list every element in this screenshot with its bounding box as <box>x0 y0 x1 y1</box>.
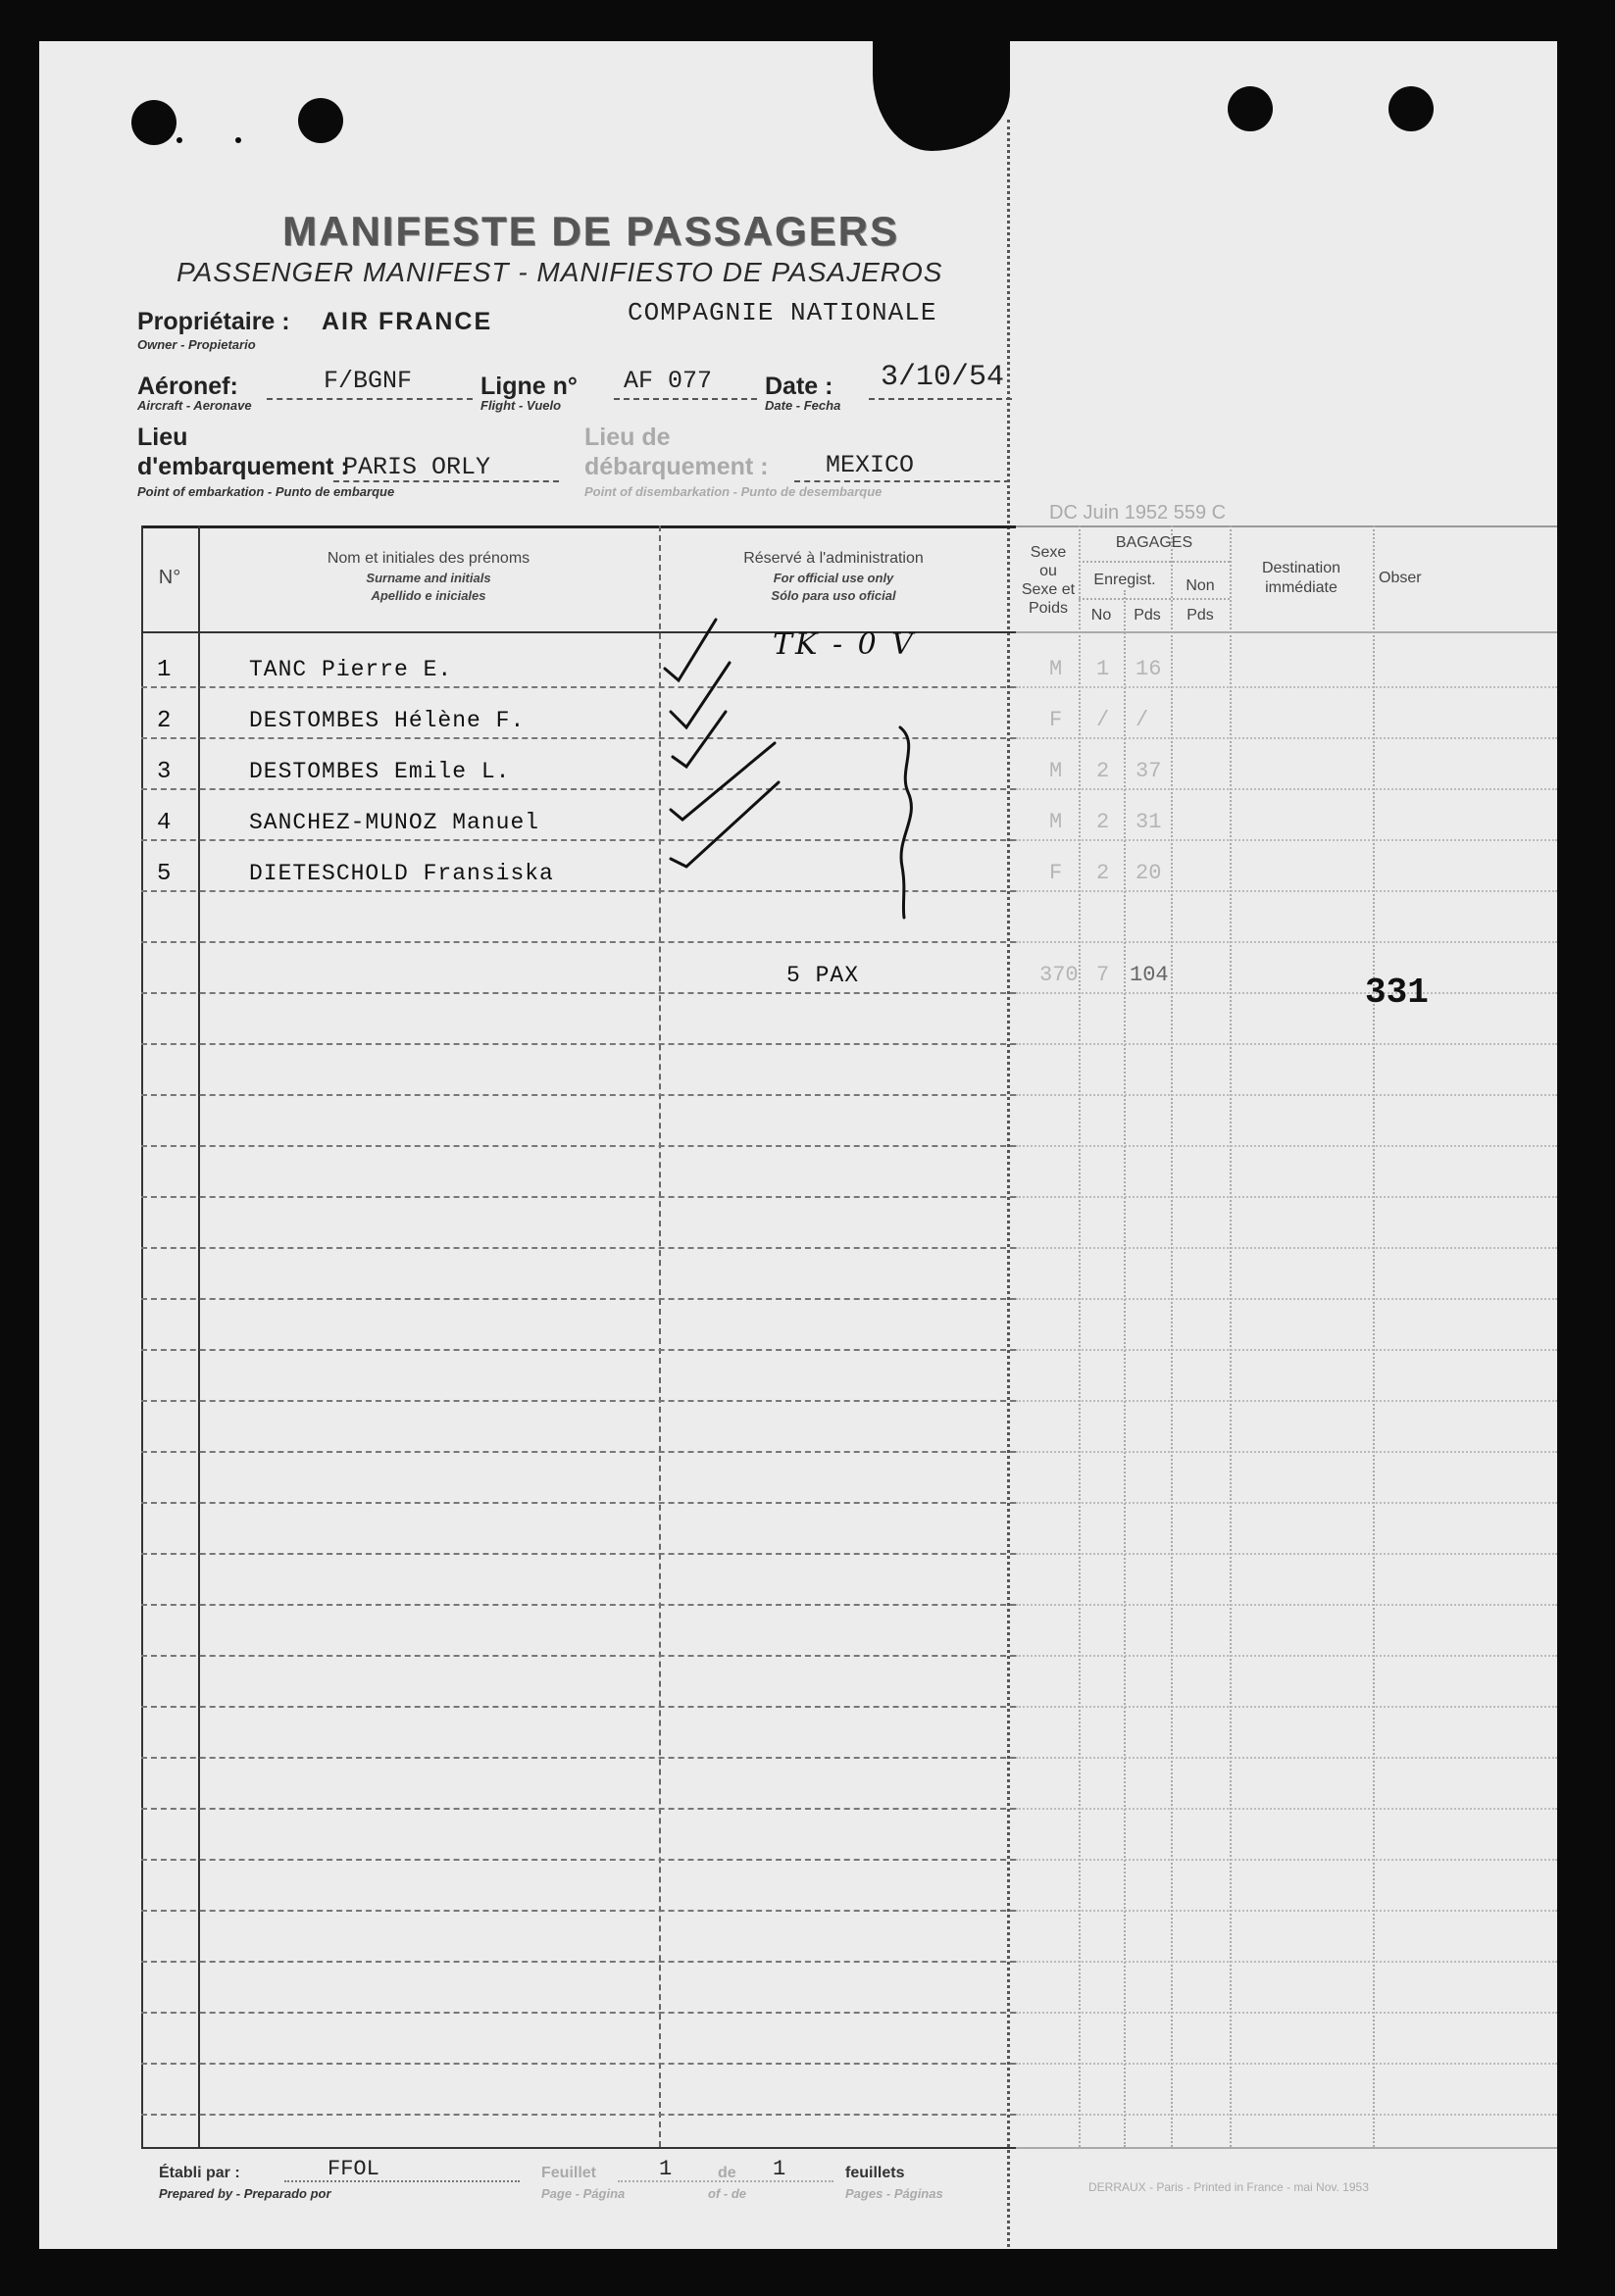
punch-hole <box>235 137 241 143</box>
ruled-line <box>1016 1349 1557 1351</box>
flight-sublabel: Flight - Vuelo <box>480 398 562 413</box>
col-divider <box>1124 590 1126 2147</box>
manifest-sheet <box>39 41 1557 2249</box>
ruled-line <box>141 1349 1016 1351</box>
embark-value: PARIS ORLY <box>343 453 491 481</box>
sheets-sublabel: Pages - Páginas <box>845 2186 943 2201</box>
ruled-line <box>141 1859 1016 1861</box>
passenger-name: DESTOMBES Hélène F. <box>249 708 526 733</box>
passenger-sex: M <box>1049 759 1063 783</box>
check-mark-icon <box>671 782 779 867</box>
embark-underline <box>333 480 559 482</box>
passenger-name: DIETESCHOLD Fransiska <box>249 861 554 886</box>
ruled-line <box>1016 686 1557 688</box>
col-head-sex-2: ou <box>1039 563 1057 579</box>
col-head-baggage: BAGAGES <box>1115 534 1193 551</box>
prepared-by-sublabel: Prepared by - Preparado por <box>159 2186 331 2201</box>
prepared-by-underline <box>284 2180 520 2182</box>
ruled-line <box>1016 2063 1557 2065</box>
aircraft-value: F/BGNF <box>324 367 413 395</box>
sheets-label: feuillets <box>845 2165 905 2181</box>
ruled-line <box>1016 1094 1557 1096</box>
passenger-sex: M <box>1049 810 1063 834</box>
ruled-line <box>1016 839 1557 841</box>
ruled-line <box>1016 1196 1557 1198</box>
punch-hole <box>177 137 182 143</box>
disembark-label: Lieu de <box>584 424 671 451</box>
ruled-line <box>1016 1145 1557 1147</box>
col-divider <box>1373 525 1375 2147</box>
baggage-sub-line <box>1079 598 1230 600</box>
col-head-number: N° <box>158 567 181 588</box>
ruled-line <box>141 1706 1016 1708</box>
total-pax: 5 PAX <box>786 963 860 988</box>
ruled-line <box>1016 992 1557 994</box>
row-number: 3 <box>157 759 172 785</box>
ruled-line <box>141 1757 1016 1759</box>
owner-sublabel: Owner - Propietario <box>137 337 256 352</box>
flight-label: Ligne n° <box>480 373 578 400</box>
embark-label-2: d'embarquement : <box>137 453 349 480</box>
punch-hole <box>1388 86 1434 131</box>
aircraft-underline <box>267 398 473 400</box>
header-bottom-border-right <box>1016 631 1557 633</box>
col-head-sex-4: Poids <box>1028 600 1069 617</box>
col-head-admin-en: For official use only <box>773 571 894 585</box>
passenger-bags: 1 <box>1096 657 1110 681</box>
date-value: 3/10/54 <box>881 361 1005 394</box>
grand-total: 331 <box>1365 973 1429 1013</box>
flight-underline <box>614 398 757 400</box>
brace-mark-icon <box>900 727 911 918</box>
owner-value: AIR FRANCE <box>322 308 493 335</box>
date-underline <box>869 398 1012 400</box>
prepared-by-value: FFOL <box>328 2157 379 2181</box>
owner-label: Propriétaire : <box>137 308 290 335</box>
table-bottom-border-right <box>1016 2147 1557 2149</box>
printer-imprint: DERRAUX - Paris - Printed in France - mai Nov. 1953 <box>1088 2180 1369 2194</box>
ruled-line <box>1016 1298 1557 1300</box>
col-head-observations: Obser <box>1379 570 1422 586</box>
total-bags: 7 <box>1096 963 1110 987</box>
date-sublabel: Date - Fecha <box>765 398 841 413</box>
ruled-line <box>141 2012 1016 2014</box>
ruled-line <box>1016 1910 1557 1912</box>
ruled-line <box>141 1910 1016 1912</box>
col-head-admin: Réservé à l'administration <box>743 550 924 567</box>
ruled-line <box>141 1553 1016 1555</box>
ruled-line <box>1016 2012 1557 2014</box>
col-head-bag-number: No <box>1090 607 1112 624</box>
perforation-line <box>1007 120 1010 2247</box>
col-head-name-es: Apellido e iniciales <box>371 588 486 603</box>
ruled-line <box>1016 1553 1557 1555</box>
col-head-unregistered-weight: Pds <box>1186 607 1214 624</box>
flight-value: AF 077 <box>624 367 713 395</box>
ruled-line <box>1016 1961 1557 1963</box>
col-head-admin-es: Sólo para uso oficial <box>771 588 896 603</box>
punch-hole <box>131 100 177 145</box>
table-top-border-right <box>1016 525 1557 527</box>
ruled-line <box>1016 941 1557 943</box>
ruled-line <box>1016 1502 1557 1504</box>
passenger-weight: 37 <box>1136 759 1162 783</box>
ruled-line <box>141 1502 1016 1504</box>
ruled-line <box>1016 1757 1557 1759</box>
of-value: 1 <box>773 2157 786 2181</box>
sheet-label: Feuillet <box>541 2165 597 2181</box>
sheet-sublabel: Page - Página <box>541 2186 626 2201</box>
passenger-sex: F <box>1049 861 1063 885</box>
passenger-weight: 31 <box>1136 810 1162 834</box>
of-label: de <box>718 2165 736 2181</box>
ruled-line <box>141 1451 1016 1453</box>
passenger-bags: 2 <box>1096 810 1110 834</box>
ruled-line <box>141 1196 1016 1198</box>
col-divider <box>1230 525 1232 2147</box>
ruled-line <box>1016 1604 1557 1606</box>
print-code: DC Juin 1952 559 C <box>1049 502 1227 524</box>
table-bottom-border <box>141 2147 1016 2149</box>
ruled-line <box>1016 1808 1557 1810</box>
check-mark-icon <box>671 743 775 820</box>
ruled-line <box>1016 1706 1557 1708</box>
embark-label: Lieu <box>137 424 188 451</box>
ruled-line <box>141 1145 1016 1147</box>
ruled-line <box>141 2114 1016 2116</box>
row-number: 4 <box>157 810 172 836</box>
page-title: MANIFESTE DE PASSAGERS <box>282 208 899 254</box>
col-divider <box>1171 525 1173 2147</box>
punch-hole <box>298 98 343 143</box>
table-top-border <box>141 525 1016 528</box>
ruled-line <box>141 1298 1016 1300</box>
ruled-line <box>141 1961 1016 1963</box>
embark-sublabel: Point of embarkation - Punto de embarque <box>137 484 395 499</box>
col-divider <box>198 525 200 2147</box>
punch-hole <box>1228 86 1273 131</box>
aircraft-sublabel: Aircraft - Aeronave <box>137 398 252 413</box>
disembark-label-2: débarquement : <box>584 453 769 480</box>
sheet-value: 1 <box>659 2157 673 2181</box>
row-number: 5 <box>157 861 172 887</box>
ruled-line <box>141 1094 1016 1096</box>
aircraft-label: Aéronef: <box>137 373 238 400</box>
passenger-bags: 2 <box>1096 759 1110 783</box>
ruled-line <box>1016 1400 1557 1402</box>
ruled-line <box>1016 1859 1557 1861</box>
baggage-header-line <box>1079 561 1230 563</box>
ruled-line <box>1016 1043 1557 1045</box>
col-head-destination: Destination <box>1261 560 1341 576</box>
page-subtitle: PASSENGER MANIFEST - MANIFIESTO DE PASAJEROS <box>177 257 943 287</box>
col-divider <box>141 525 143 2147</box>
ruled-line <box>141 1400 1016 1402</box>
ruled-line <box>141 1604 1016 1606</box>
row-number: 2 <box>157 708 172 734</box>
ruled-line <box>141 2063 1016 2065</box>
passenger-name: DESTOMBES Emile L. <box>249 759 511 784</box>
passenger-name: TANC Pierre E. <box>249 657 453 682</box>
col-head-bag-weight: Pds <box>1134 607 1161 624</box>
total-bag-weight: 104 <box>1130 963 1169 987</box>
sheet-underline <box>618 2180 833 2182</box>
disembark-sublabel: Point of disembarkation - Punto de desembarque <box>584 484 883 499</box>
handwritten-code: TK - 0 V <box>773 627 916 662</box>
passenger-weight: 16 <box>1136 657 1162 681</box>
of-sublabel: of - de <box>708 2186 746 2201</box>
disembark-underline <box>794 480 1010 482</box>
ruled-line <box>141 1043 1016 1045</box>
col-head-unregistered: Non <box>1186 577 1215 594</box>
ruled-line <box>1016 1655 1557 1657</box>
col-head-destination-2: immédiate <box>1265 579 1337 596</box>
torn-edge <box>873 41 1010 151</box>
ruled-line <box>1016 1247 1557 1249</box>
ruled-line <box>141 1655 1016 1657</box>
total-passenger-weight: 370 <box>1039 963 1079 987</box>
passenger-bags: 2 <box>1096 861 1110 885</box>
col-head-name-en: Surname and initials <box>366 571 491 585</box>
passenger-name: SANCHEZ-MUNOZ Manuel <box>249 810 540 835</box>
ruled-line <box>1016 2114 1557 2116</box>
ruled-line <box>1016 788 1557 790</box>
ruled-line <box>141 1808 1016 1810</box>
ruled-line <box>1016 1451 1557 1453</box>
ruled-line <box>141 1247 1016 1249</box>
prepared-by-label: Établi par : <box>159 2165 240 2181</box>
passenger-weight: 20 <box>1136 861 1162 885</box>
passenger-weight: / <box>1136 708 1149 732</box>
col-divider <box>1079 525 1081 2147</box>
ruled-line <box>1016 890 1557 892</box>
col-head-registered: Enregist. <box>1093 572 1156 588</box>
row-number: 1 <box>157 657 172 683</box>
passenger-bags: / <box>1096 708 1110 732</box>
passenger-sex: M <box>1049 657 1063 681</box>
col-head-sex-3: Sexe et <box>1021 581 1076 598</box>
col-head-sex: Sexe <box>1030 544 1067 561</box>
owner-stamp: COMPAGNIE NATIONALE <box>628 298 937 327</box>
col-head-name: Nom et initiales des prénoms <box>327 550 530 567</box>
ruled-line <box>141 992 1016 994</box>
passenger-sex: F <box>1049 708 1063 732</box>
date-label: Date : <box>765 373 833 400</box>
ruled-line <box>1016 737 1557 739</box>
check-mark-icon <box>665 620 716 680</box>
disembark-value: MEXICO <box>826 451 915 479</box>
